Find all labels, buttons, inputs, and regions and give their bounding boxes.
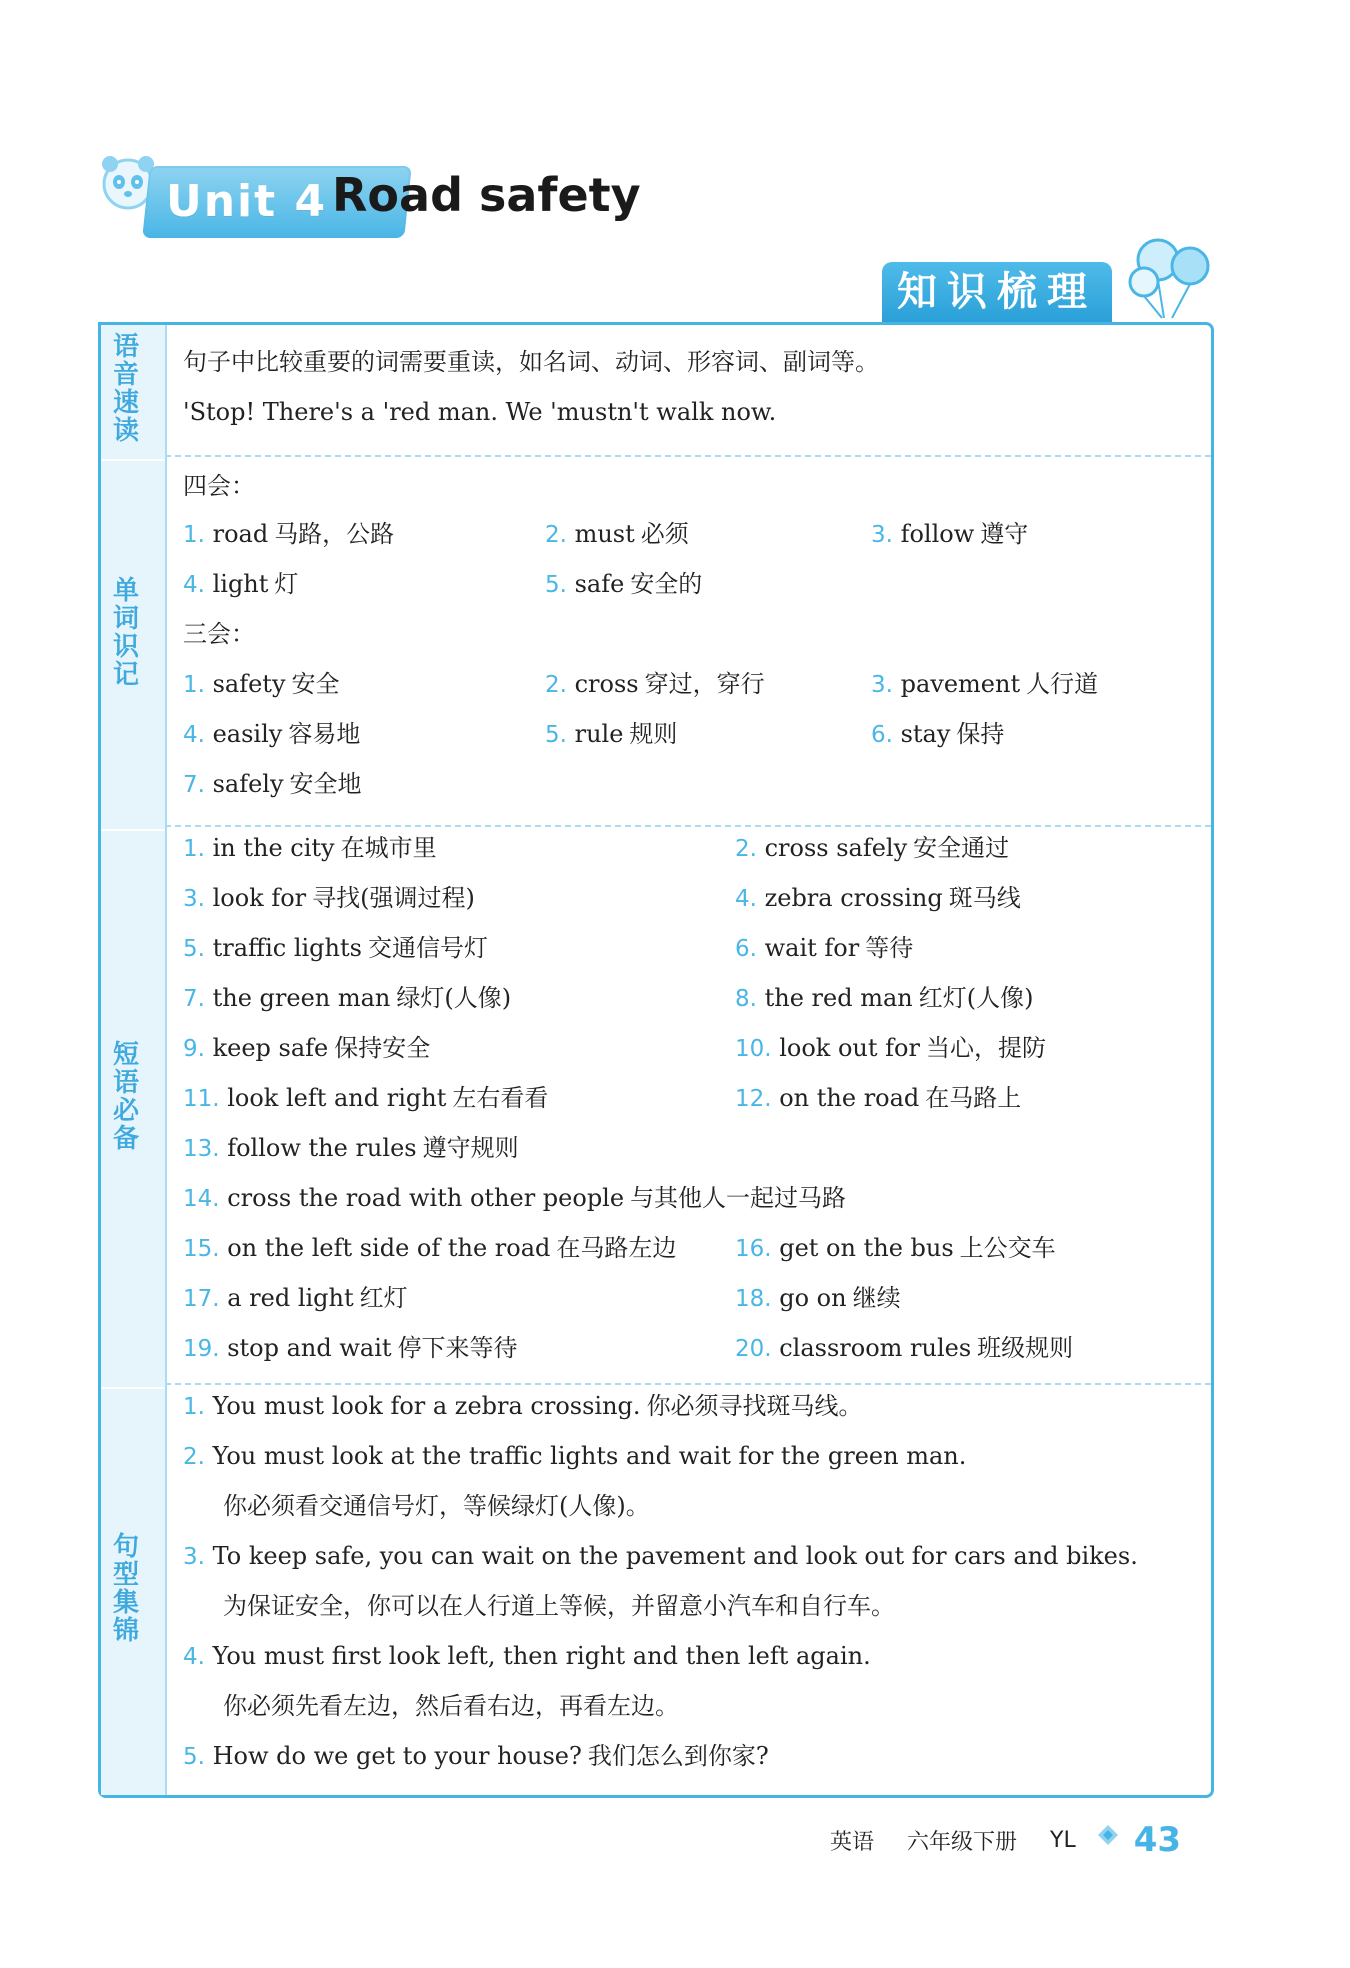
pronunciation-example: 'Stop! There's a 'red man. We 'mustn't walk now. xyxy=(183,398,777,426)
side-divider xyxy=(101,1387,165,1389)
phrase-item xyxy=(183,831,437,866)
sentence-item xyxy=(183,1439,966,1474)
item-cn: 保持安全 xyxy=(334,1034,431,1062)
section-banner xyxy=(882,262,1112,322)
item-en: safely xyxy=(212,770,284,798)
page-footer xyxy=(830,1820,1181,1870)
item-cn: 与其他人一起过马路 xyxy=(630,1184,847,1212)
section-divider xyxy=(165,825,1211,827)
item-cn: 我们怎么到你家? xyxy=(587,1742,769,1770)
item-en: road xyxy=(212,520,269,548)
phrase-item xyxy=(183,1131,519,1166)
item-en: on the left side of the road xyxy=(227,1234,551,1262)
vocab-item xyxy=(545,667,765,702)
item-en: stop and wait xyxy=(227,1334,392,1362)
phrase-item xyxy=(183,1081,548,1116)
item-cn: 保持 xyxy=(956,720,1005,748)
phrase-item xyxy=(735,881,1021,916)
unit-label: Unit 4 xyxy=(166,176,328,227)
item-number: 12. xyxy=(735,1086,772,1112)
item-number: 5. xyxy=(183,1744,205,1770)
item-en: get on the bus xyxy=(779,1234,954,1262)
side-divider xyxy=(101,459,165,461)
item-cn: 灯 xyxy=(274,570,299,598)
item-en: light xyxy=(212,570,269,598)
item-number: 20. xyxy=(735,1336,772,1362)
item-en: traffic lights xyxy=(212,934,362,962)
item-en: follow xyxy=(900,520,975,548)
item-cn: 遵守规则 xyxy=(422,1134,519,1162)
item-en: rule xyxy=(574,720,624,748)
phrase-item xyxy=(735,1281,901,1316)
item-number: 17. xyxy=(183,1286,220,1312)
unit-title: Road safety xyxy=(332,168,641,222)
item-cn: 左右看看 xyxy=(452,1084,549,1112)
item-cn: 斑马线 xyxy=(948,884,1021,912)
item-cn: 等待 xyxy=(865,934,914,962)
item-en: cross safely xyxy=(764,834,908,862)
side-label-vocabulary-text: 单词识记 xyxy=(112,576,139,690)
section-divider xyxy=(165,1383,1211,1385)
vocab-item xyxy=(183,717,360,752)
item-cn: 交通信号灯 xyxy=(367,934,488,962)
item-number: 5. xyxy=(545,572,567,598)
item-en: cross the road with other people xyxy=(227,1184,625,1212)
section-divider xyxy=(165,455,1211,457)
item-en: keep safe xyxy=(212,1034,329,1062)
item-en: a red light xyxy=(227,1284,354,1312)
item-en: on the road xyxy=(779,1084,920,1112)
item-number: 7. xyxy=(183,986,205,1012)
side-label-phrases xyxy=(101,1041,151,1153)
vocab-item xyxy=(183,767,362,802)
item-number: 8. xyxy=(735,986,757,1012)
balloon-icon xyxy=(1124,230,1224,320)
phrase-item xyxy=(735,831,1009,866)
item-en: You must look at the traffic lights and wait for the green man. xyxy=(212,1442,967,1470)
vocab-item xyxy=(871,517,1028,552)
phrase-item xyxy=(183,1231,676,1266)
item-number: 2. xyxy=(183,1444,205,1470)
item-cn: 寻找(强调过程) xyxy=(312,884,475,912)
item-cn: 停下来等待 xyxy=(397,1334,518,1362)
item-en: To keep safe, you can wait on the pavement and look out for cars and bikes. xyxy=(212,1542,1138,1570)
item-number: 7. xyxy=(183,772,205,798)
item-en: look out for xyxy=(779,1034,920,1062)
sentence-translation: 你必须看交通信号灯，等候绿灯(人像)。 xyxy=(223,1492,650,1520)
item-number: 1. xyxy=(183,836,205,862)
item-number: 1. xyxy=(183,522,205,548)
pronunciation-rule: 句子中比较重要的词需要重读，如名词、动词、形容词、副词等。 xyxy=(183,348,879,376)
phrase-item xyxy=(183,1281,408,1316)
sentence-translation: 为保证安全，你可以在人行道上等候，并留意小汽车和自行车。 xyxy=(223,1592,895,1620)
item-cn: 当心，提防 xyxy=(925,1034,1046,1062)
item-number: 3. xyxy=(871,522,893,548)
item-cn: 班级规则 xyxy=(977,1334,1074,1362)
item-number: 4. xyxy=(183,722,205,748)
item-en: in the city xyxy=(212,834,335,862)
phrase-item xyxy=(183,1031,430,1066)
item-number: 19. xyxy=(183,1336,220,1362)
item-number: 14. xyxy=(183,1186,220,1212)
item-number: 13. xyxy=(183,1136,220,1162)
item-number: 10. xyxy=(735,1036,772,1062)
item-en: How do we get to your house? xyxy=(212,1742,582,1770)
vocab-item xyxy=(871,667,1098,702)
item-cn: 穿过，穿行 xyxy=(644,670,765,698)
footer-edition: YL xyxy=(1050,1827,1076,1853)
item-number: 3. xyxy=(183,886,205,912)
phrase-item xyxy=(735,1331,1073,1366)
item-cn: 人行道 xyxy=(1026,670,1099,698)
item-en: safety xyxy=(212,670,286,698)
item-cn: 在城市里 xyxy=(340,834,437,862)
item-en: follow the rules xyxy=(227,1134,417,1162)
item-number: 11. xyxy=(183,1086,220,1112)
item-en: go on xyxy=(779,1284,847,1312)
vocab-item xyxy=(545,567,702,602)
item-number: 3. xyxy=(871,672,893,698)
item-cn: 安全 xyxy=(291,670,340,698)
phrase-item xyxy=(735,1231,1056,1266)
item-number: 9. xyxy=(183,1036,205,1062)
item-cn: 遵守 xyxy=(980,520,1029,548)
item-number: 1. xyxy=(183,672,205,698)
sentence-item xyxy=(183,1739,769,1774)
vocab-item xyxy=(183,667,340,702)
item-cn: 安全的 xyxy=(630,570,703,598)
phrase-item xyxy=(183,1331,518,1366)
item-number: 18. xyxy=(735,1286,772,1312)
side-label-phrases-text: 短语必备 xyxy=(112,1040,139,1154)
sentence-translation: 你必须先看左边，然后看右边，再看左边。 xyxy=(223,1692,679,1720)
phrase-item xyxy=(735,1081,1021,1116)
item-en: You must look for a zebra crossing. xyxy=(212,1392,641,1420)
item-cn: 规则 xyxy=(629,720,678,748)
phrase-item xyxy=(735,1031,1046,1066)
item-number: 16. xyxy=(735,1236,772,1262)
item-en: safe xyxy=(574,570,625,598)
item-en: pavement xyxy=(900,670,1021,698)
four-skills-label: 四会： xyxy=(183,472,255,500)
vocab-item xyxy=(871,717,1004,752)
item-cn: 容易地 xyxy=(288,720,361,748)
item-en: You must first look left, then right and then left again. xyxy=(212,1642,871,1670)
side-label-sentences xyxy=(101,1533,151,1645)
item-number: 6. xyxy=(871,722,893,748)
item-number: 4. xyxy=(735,886,757,912)
item-en: must xyxy=(574,520,635,548)
sentence-item xyxy=(183,1539,1138,1574)
side-label-pronunciation xyxy=(101,333,151,445)
item-number: 15. xyxy=(183,1236,220,1262)
item-en: cross xyxy=(574,670,639,698)
item-en: classroom rules xyxy=(779,1334,972,1362)
item-cn: 在马路左边 xyxy=(556,1234,677,1262)
item-en: easily xyxy=(212,720,283,748)
sentence-item xyxy=(183,1389,863,1424)
item-en: the green man xyxy=(212,984,391,1012)
item-number: 2. xyxy=(545,672,567,698)
item-en: the red man xyxy=(764,984,913,1012)
vocab-item xyxy=(545,717,677,752)
item-cn: 安全地 xyxy=(289,770,362,798)
vocab-item xyxy=(183,567,298,602)
item-en: look left and right xyxy=(227,1084,447,1112)
item-number: 3. xyxy=(183,1544,205,1570)
footer-grade: 六年级下册 xyxy=(907,1829,1018,1855)
three-skills-label: 三会： xyxy=(183,620,255,648)
phrase-item xyxy=(183,881,475,916)
item-number: 4. xyxy=(183,572,205,598)
item-number: 2. xyxy=(735,836,757,862)
item-en: zebra crossing xyxy=(764,884,943,912)
item-number: 5. xyxy=(545,722,567,748)
item-en: wait for xyxy=(764,934,860,962)
item-cn: 安全通过 xyxy=(913,834,1010,862)
item-en: stay xyxy=(900,720,951,748)
phrase-item xyxy=(183,981,511,1016)
diamond-icon xyxy=(1097,1824,1119,1846)
vocab-item xyxy=(183,517,394,552)
item-cn: 你必须寻找斑马线。 xyxy=(646,1392,863,1420)
item-cn: 上公交车 xyxy=(959,1234,1056,1262)
item-cn: 马路，公路 xyxy=(274,520,395,548)
page-number: 43 xyxy=(1133,1820,1182,1860)
item-cn: 红灯(人像) xyxy=(918,984,1034,1012)
side-label-pronunciation-text: 语音速读 xyxy=(112,332,139,446)
knowledge-box xyxy=(98,322,1214,1798)
item-cn: 必须 xyxy=(640,520,689,548)
sentence-item xyxy=(183,1639,871,1674)
item-number: 6. xyxy=(735,936,757,962)
phrase-item xyxy=(735,931,913,966)
item-cn: 继续 xyxy=(852,1284,901,1312)
item-number: 4. xyxy=(183,1644,205,1670)
footer-subject: 英语 xyxy=(830,1829,875,1855)
side-divider xyxy=(101,829,165,831)
section-banner-text: 知识梳理 xyxy=(897,269,1097,315)
item-en: look for xyxy=(212,884,307,912)
item-cn: 红灯 xyxy=(359,1284,408,1312)
item-number: 5. xyxy=(183,936,205,962)
item-number: 2. xyxy=(545,522,567,548)
phrase-item xyxy=(183,931,488,966)
vocab-item xyxy=(545,517,689,552)
phrase-item xyxy=(183,1181,846,1216)
item-cn: 绿灯(人像) xyxy=(396,984,512,1012)
side-label-vocabulary xyxy=(101,577,151,689)
item-cn: 在马路上 xyxy=(925,1084,1022,1112)
side-label-sentences-text: 句型集锦 xyxy=(112,1532,139,1646)
item-number: 1. xyxy=(183,1394,205,1420)
phrase-item xyxy=(735,981,1033,1016)
